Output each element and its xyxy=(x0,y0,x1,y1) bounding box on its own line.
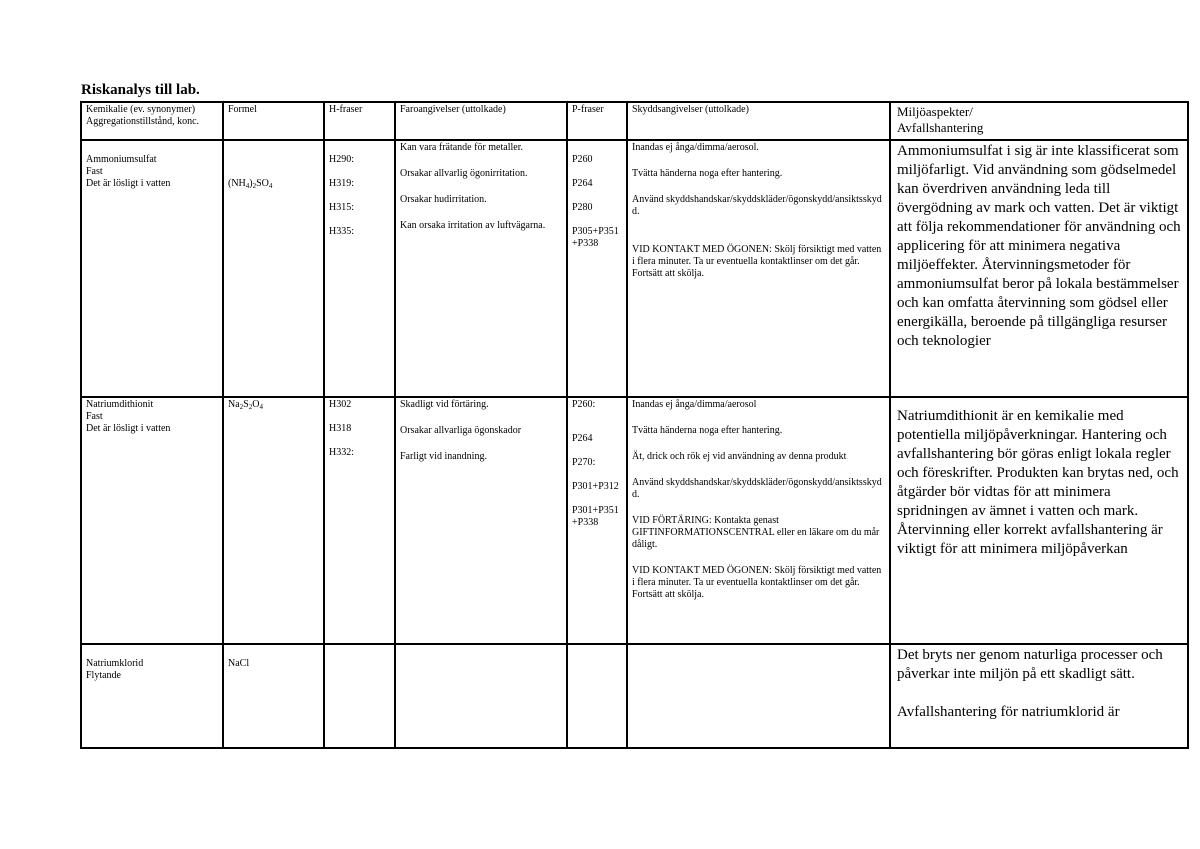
header-row xyxy=(81,102,1188,140)
formula-cell: NaCl xyxy=(223,644,324,748)
safety-cell: Inandas ej ånga/dimma/aerosol Tvätta händerna noga efter hantering. Ät, drick och rök ej vid användning av denna produkt Använd skyddshandskar/skyddskläder/ögonskydd/ansiktsskydd. VID FÖRTÄRING: Kontakta genast GIFTINFORMATIONSCENTRAL eller en läkare om du mår dåligt. VID KONTAKT MED ÖGONEN: Skölj försiktigt med vatten i flera minuter. Ta ur eventuella kontaktlinser om det går. Fortsätt att skölja. xyxy=(627,397,890,644)
environment-cell: Ammoniumsulfat i sig är inte klassificerat som miljöfarligt. Vid användning som gödselmedel kan överdriven användning leda till övergödning av mark och vatten. Det är viktigt att följa rekommendationer för användning och applicering för att minimera negativa miljöeffekter. Återvinningsmetoder för ammoniumsulfat beror på lokala bestämmelser och kan omfatta återvinning som gödsel eller energikälla, beroende på tillgängliga resurser och teknologier xyxy=(890,140,1188,397)
header-formula: Formel xyxy=(223,102,324,140)
h-phrases-cell: H302 H318 H332: xyxy=(324,397,395,644)
hazards-cell xyxy=(395,644,567,748)
formula-cell: $Na_2S_2O_4$ xyxy=(223,397,324,644)
p-phrases-cell xyxy=(567,644,627,748)
header-p-phrases: P-fraser xyxy=(567,102,627,140)
table-row xyxy=(81,397,1188,644)
p-phrases-cell: P260: P264 P270: P301+P312 P301+P351+P338 xyxy=(567,397,627,644)
table-row xyxy=(81,644,1188,748)
safety-cell xyxy=(627,644,890,748)
environment-cell: Det bryts ner genom naturliga processer och påverkar inte miljön på ett skadligt sätt. Avfallshantering för natriumklorid är xyxy=(890,644,1188,748)
h-phrases-cell: H290: H319: H315: H335: xyxy=(324,140,395,397)
table-row xyxy=(81,140,1188,397)
safety-cell: Inandas ej ånga/dimma/aerosol. Tvätta händerna noga efter hantering. Använd skyddshandskar/skyddskläder/ögonskydd/ansiktsskydd. VID KONTAKT MED ÖGONEN: Skölj försiktigt med vatten i flera minuter. Ta ur eventuella kontaktlinser om det går. Fortsätt att skölja. xyxy=(627,140,890,397)
h-phrases-cell xyxy=(324,644,395,748)
header-h-phrases: H-fraser xyxy=(324,102,395,140)
header-hazards: Faroangivelser (uttolkade) xyxy=(395,102,567,140)
chemical-cell: Ammoniumsulfat Fast Det är lösligt i vatten xyxy=(81,140,223,397)
chemical-cell: Natriumdithionit Fast Det är lösligt i vatten xyxy=(81,397,223,644)
chemical-cell: Natriumklorid Flytande xyxy=(81,644,223,748)
header-chemical: Kemikalie (ev. synonymer) Aggregationstillstånd, konc. xyxy=(81,102,223,140)
hazards-cell: Skadligt vid förtäring. Orsakar allvarliga ögonskador Farligt vid inandning. xyxy=(395,397,567,644)
header-environment: Miljöaspekter/ Avfallshantering xyxy=(890,102,1188,140)
p-phrases-cell: P260 P264 P280 P305+P351+P338 xyxy=(567,140,627,397)
formula-cell: $(NH_4)_2SO_4$ xyxy=(223,140,324,397)
header-safety: Skyddsangivelser (uttolkade) xyxy=(627,102,890,140)
page-title: Riskanalys till lab. xyxy=(81,82,200,98)
environment-cell: Natriumdithionit är en kemikalie med potentiella miljöpåverkningar. Hantering och avfallshantering bör göras enligt lokala regler och föreskrifter. Produkten kan brytas ned, och åtgärder bör vidtas för att minimera spridningen av ämnet i vatten och mark. Återvinning eller korrekt avfallshantering är viktigt för att minimera miljöpåverkan xyxy=(890,397,1188,644)
hazards-cell: Kan vara frätande för metaller. Orsakar allvarlig ögonirritation. Orsakar hudirritation. Kan orsaka irritation av luftvägarna. xyxy=(395,140,567,397)
risk-table xyxy=(80,101,1189,749)
